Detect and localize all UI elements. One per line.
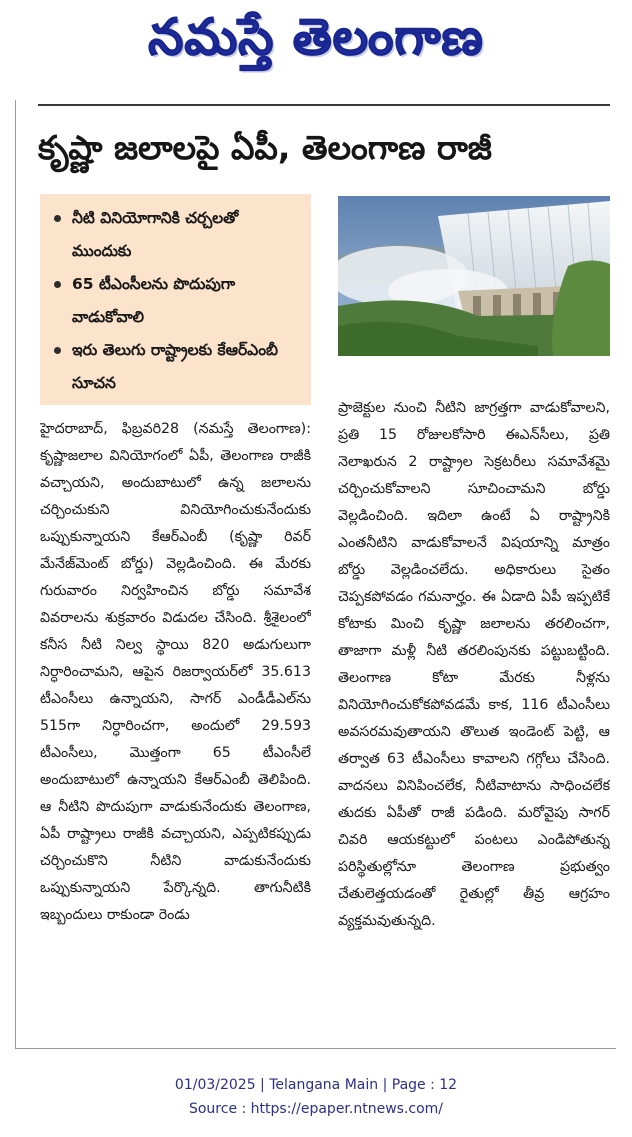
- highlight-item: [54, 268, 301, 334]
- highlights-list: [54, 202, 301, 400]
- highlight-item: [54, 334, 301, 400]
- highlight-text: 65 టీఎంసీలను పొదుపుగా వాడుకోవాలి: [72, 275, 236, 326]
- dam-illustration: [338, 196, 610, 356]
- footer: [0, 1073, 632, 1121]
- masthead: [0, 0, 632, 92]
- article-column-left: హైదరాబాద్, ఫిబ్రవరి28 (నమస్తే తెలంగాణ): కృష్ణాజలాల వినియోగంలో ఏపీ, తెలంగాణ రాజీకి వచ్చాయని, అందుబాటులో ఉన్న జలాలను చర్చించుకుని వినియోగించుకునేందుకు ఒప్పుకున్నాయని కేఆర్‌ఎంబీ (కృష్ణా రివర్ మేనేజ్‌మెంట్ బోర్డు) వెల్లడించింది. ఈ మేరకు గురువారం నిర్వహించిన బోర్డు సమావేశ వివరాలను శుక్రవారం విడుదల చేసింది. శ్రీశైలంలో కనీస నీటి నిల్వ స్థాయి 820 అడుగులుగా నిర్ధారించామని, ఆపైన రిజర్వాయర్‌లో 35.613 టీఎంసీలు ఉన్నాయని, సాగర్ ఎండీడీఎల్‌ను 515గా నిర్ధారించగా, అందులో 29.593 టీఎంసీలు, మొత్తంగా 65 టీఎంసీలే అందుబాటులో ఉన్నాయని కేఆర్‌ఎంబీ తెలిపింది. ఆ నీటిని పొదుపుగా వాడుకునేందుకు తెలంగాణ, ఏపీ రాష్ట్రాలు రాజీకి వచ్చాయని, ఎప్పటికప్పుడు చర్చించుకొని నీటిని వాడుకునేందుకు ఒప్పుకున్నాయని పేర్కొన్నది. తాగునీటికి ఇబ్బందులు రాకుండా రెండు: [40, 421, 311, 923]
- bullet-icon: [54, 347, 61, 354]
- highlights-box: [40, 194, 311, 405]
- dam-spillway-photo: [338, 196, 610, 356]
- bullet-icon: [54, 281, 61, 288]
- highlight-text: నీటి వినియోగానికి చర్చలతో ముందుకు: [72, 209, 239, 260]
- article-headline: కృష్ణా జలాలపై ఏపీ, తెలంగాణ రాజీ: [38, 128, 492, 167]
- masthead-title: నమస్తే తెలంగాణ: [148, 8, 484, 66]
- bullet-icon: [54, 215, 61, 222]
- highlight-item: [54, 202, 301, 268]
- source-link[interactable]: Source : https://epaper.ntnews.com/: [188, 1101, 444, 1117]
- top-divider: [38, 104, 610, 106]
- highlight-text: ఇరు తెలుగు రాష్ట్రాలకు కేఆర్‌ఎంబీ సూచన: [72, 341, 279, 392]
- article-column-right: ప్రాజెక్టుల నుంచి నీటిని జాగ్రత్తగా వాడుకోవాలని, ప్రతి 15 రోజులకోసారి ఈఎన్‌సీలు, ప్రతి నెలాఖరున 2 రాష్ట్రాల సెక్రటరీలు సమావేశమై చర్చించుకోవాలని సూచించామని బోర్డు వెల్లడించింది. ఇదిలా ఉంటే ఏ రాష్ట్రానికి ఎంతనీటిని వాడుకోవాలనే విషయాన్ని మాత్రం బోర్డు వెల్లడించలేదు. అధికారులు సైతం చెప్పకపోవడం గమనార్హం. ఈ ఏడాది ఏపీ ఇప్పటికే కోటాకు మించి కృష్ణా జలాలను తరలించగా, తాజాగా మళ్లీ నీటి తరలింపునకు పట్టుబట్టింది. తెలంగాణ కోటా మేరకు నీళ్లను వినియోగించుకోకపోవడమే కాక, 116 టీఎంసీలు అవసరమవుతాయని తొలుత ఇండెంట్ పెట్టి, ఆ తర్వాత 63 టీఎంసీలు కావాలని గగ్గోలు చేసింది. వాదనలు వినిపించలేక, నీటివాటాను సాధించలేక తుదకు ఏపీతో రాజీ పడింది. మరోవైపు సాగర్ చివరి ఆయకట్టులో పంటలు ఎండిపోతున్న పరిస్థితుల్లోనూ తెలంగాణ ప్రభుత్వం చేతులెత్తయడంతో రైతుల్లో తీవ్ర ఆగ్రహం వ్యక్తమవుతున్నది.: [338, 400, 610, 929]
- edition-info: 01/03/2025 | Telangana Main | Page : 12: [174, 1077, 458, 1093]
